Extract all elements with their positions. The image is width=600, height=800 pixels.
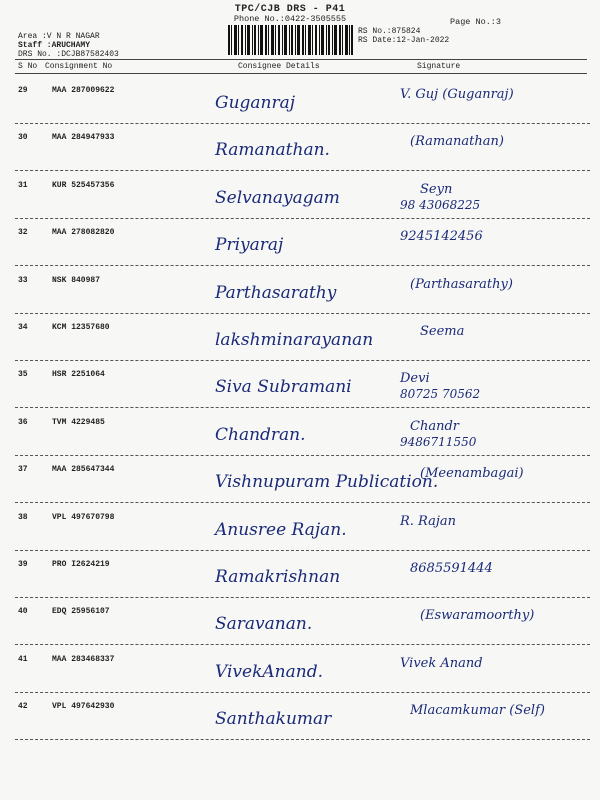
serial-number: 33: [18, 275, 28, 285]
consignee-name: VivekAnand.: [215, 661, 323, 682]
table-row: [0, 693, 600, 740]
serial-number: 32: [18, 228, 28, 238]
table-row: [0, 409, 600, 456]
table-row: [0, 314, 600, 361]
consignment-number: MAA 285647344: [52, 465, 115, 475]
serial-number: 37: [18, 465, 28, 475]
table-row: [0, 124, 600, 171]
barcode-icon: [228, 25, 353, 55]
consignment-number: MAA 284947933: [52, 133, 115, 143]
consignee-name: Priyaraj: [215, 235, 284, 256]
consignment-number: KCM 12357680: [52, 323, 110, 332]
consignment-number: TVM 4229485: [52, 417, 105, 427]
table-row: [0, 598, 600, 645]
serial-number: 39: [18, 560, 28, 569]
consignee-name: Chandran.: [215, 424, 306, 445]
header-left: [18, 32, 119, 59]
table-row: [0, 504, 600, 551]
serial-number: 29: [18, 86, 28, 95]
signature: 9245142456: [400, 229, 483, 245]
consignment-number: NSK 840987: [52, 275, 101, 285]
row-divider: [15, 739, 590, 740]
col-consignment: Consignment No: [45, 62, 113, 71]
serial-number: 40: [18, 607, 28, 617]
table-row: [0, 551, 600, 598]
serial-number: 34: [18, 323, 28, 332]
serial-number: 31: [18, 180, 28, 190]
consignee-name: Ramanathan.: [215, 140, 330, 161]
serial-number: 35: [18, 370, 28, 380]
consignee-name: Ramakrishnan: [215, 567, 341, 587]
table-row: [0, 361, 600, 408]
rs-date: RS Date:12-Jan-2022: [358, 36, 450, 45]
consignment-number: PRO I2624219: [52, 560, 110, 569]
consignee-name: Parthasarathy: [215, 282, 337, 303]
serial-number: 36: [18, 417, 28, 427]
signature-phone: 80725 70562: [400, 387, 481, 402]
signature: (Parthasarathy): [410, 276, 513, 292]
consignment-number: MAA 283468337: [52, 654, 115, 664]
signature: Seema: [420, 324, 465, 339]
column-divider: [15, 73, 587, 74]
header-center: [215, 4, 365, 24]
header-divider: [15, 59, 587, 60]
serial-number: 41: [18, 654, 28, 664]
signature: (Meenambagai): [420, 466, 524, 482]
sheet-title: TPC/CJB DRS - P41: [234, 4, 346, 15]
signature: Vivek Anand: [400, 655, 483, 671]
signature: R. Rajan: [400, 513, 457, 529]
signature: Devi: [400, 371, 430, 387]
consignee-name: Anusree Rajan.: [215, 519, 347, 540]
consignment-number: KUR 525457356: [52, 180, 115, 190]
signature: 8685591444: [410, 561, 493, 576]
consignment-number: VPL 497670798: [52, 512, 115, 522]
table-row: [0, 456, 600, 503]
consignee-name: Santhakumar: [215, 709, 332, 730]
consignee-name: Guganraj: [215, 93, 296, 113]
consignment-number: EDQ 25956107: [52, 607, 110, 617]
table-row: [0, 77, 600, 124]
consignment-number: MAA 287009622: [52, 86, 115, 95]
signature: V. Guj (Guganraj): [400, 87, 514, 102]
serial-number: 30: [18, 133, 28, 143]
drs-number: DRS No. :DCJB87582403: [18, 50, 119, 59]
table-row: [0, 172, 600, 219]
consignee-name: lakshminarayanan: [215, 330, 374, 350]
consignee-name: Siva Subramani: [215, 377, 352, 398]
consignee-name: Selvanayagam: [215, 187, 340, 208]
signature: Mlacamkumar (Self): [410, 703, 545, 719]
rs-number: RS No.:875824: [358, 27, 421, 36]
staff-label: Staff :ARUCHAMY: [18, 41, 91, 50]
area-label: Area :V N R NAGAR: [18, 32, 100, 41]
header-right: [358, 27, 449, 45]
signature: Chandr: [410, 418, 459, 434]
signature: (Eswaramoorthy): [420, 608, 535, 624]
col-sno: S No: [18, 62, 38, 71]
signature: (Ramanathan): [410, 134, 504, 150]
signature-phone: 98 43068225: [400, 197, 481, 212]
consignment-number: VPL 497642930: [52, 702, 115, 712]
signature-phone: 9486711550: [400, 434, 477, 449]
table-row: [0, 646, 600, 693]
serial-number: 42: [18, 702, 28, 712]
page-number: Page No.:3: [450, 17, 502, 27]
col-consignee: Consignee Details: [238, 62, 320, 71]
signature: Seyn: [420, 181, 453, 197]
table-row: [0, 219, 600, 266]
consignment-number: MAA 278082820: [52, 228, 115, 238]
phone-number: Phone No.:0422-3505555: [233, 14, 347, 24]
consignee-name: Saravanan.: [215, 614, 313, 635]
consignment-number: HSR 2251064: [52, 370, 105, 380]
col-signature: Signature: [417, 62, 461, 71]
serial-number: 38: [18, 512, 28, 522]
table-row: [0, 267, 600, 314]
consignee-name: Vishnupuram Publication.: [215, 472, 439, 493]
